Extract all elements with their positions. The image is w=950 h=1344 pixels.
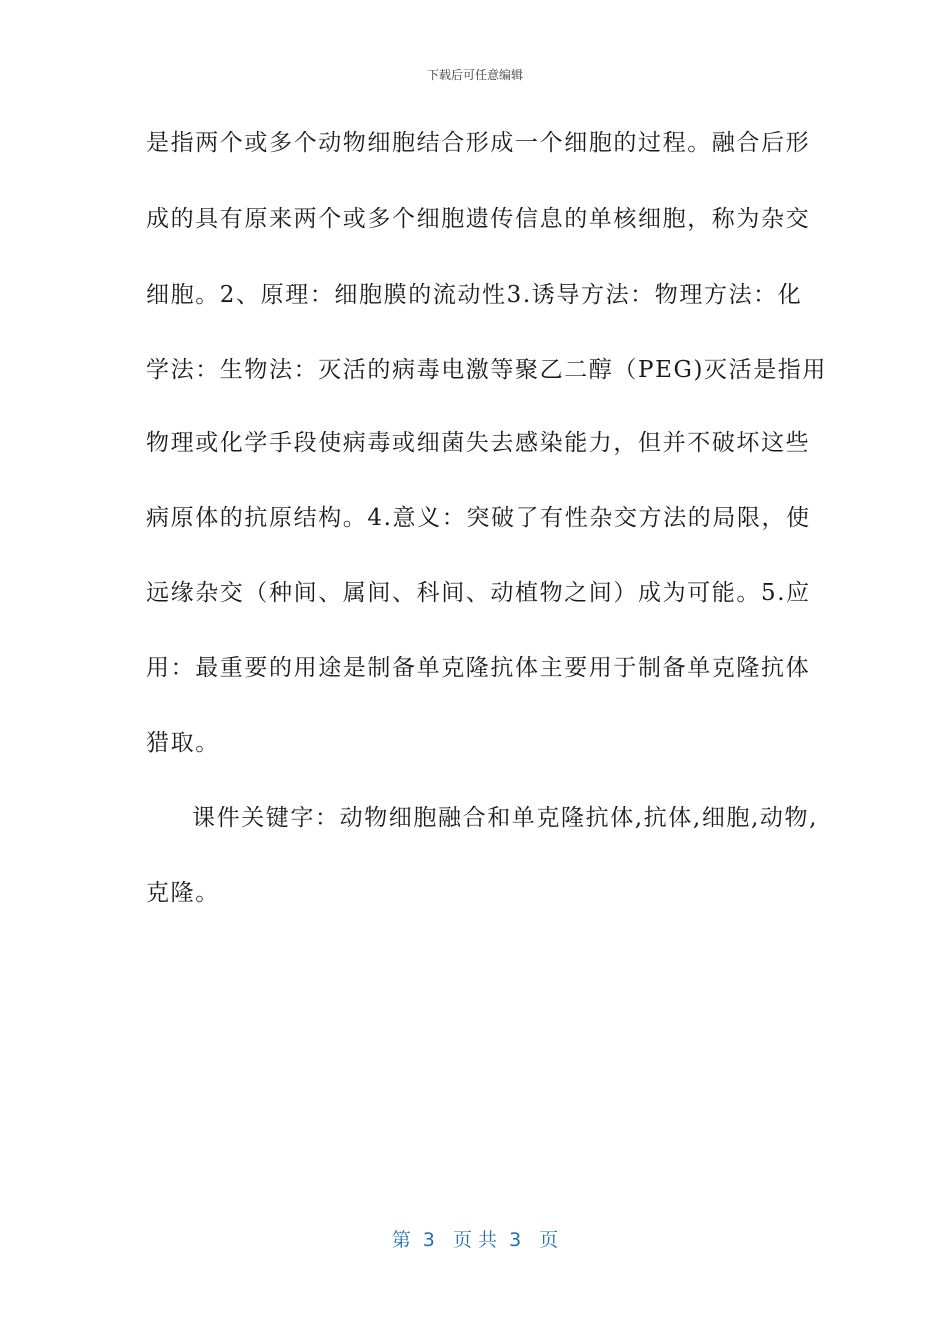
body-text-line: 病原体的抗原结构。4.意义：突破了有性杂交方法的局限，使	[146, 505, 811, 531]
body-text-line: 猎取。	[146, 730, 220, 756]
body-text-line: 用：最重要的用途是制备单克隆抗体主要用于制备单克隆抗体	[146, 655, 811, 681]
body-text-line: 学法：生物法：灭活的病毒电激等聚乙二醇（PEG)灭活是指用	[146, 357, 828, 383]
body-text-line: 远缘杂交（种间、属间、科间、动植物之间）成为可能。5.应	[146, 580, 811, 606]
page-number-footer: 第 3 页 共 3 页	[391, 1229, 559, 1251]
keywords-line-end: 克隆。	[146, 880, 220, 906]
keywords-line: 课件关键字：动物细胞融合和单克隆抗体,抗体,细胞,动物,	[192, 805, 819, 831]
page-header: 下载后可任意编辑	[426, 68, 523, 82]
body-text-line: 物理或化学手段使病毒或细菌失去感染能力，但并不破坏这些	[146, 430, 811, 456]
body-text-line: 细胞。2、原理：细胞膜的流动性3.诱导方法：物理方法：化	[146, 282, 803, 308]
body-text-line: 是指两个或多个动物细胞结合形成一个细胞的过程。融合后形	[146, 130, 811, 156]
body-text-line: 成的具有原来两个或多个细胞遗传信息的单核细胞，称为杂交	[146, 206, 811, 232]
